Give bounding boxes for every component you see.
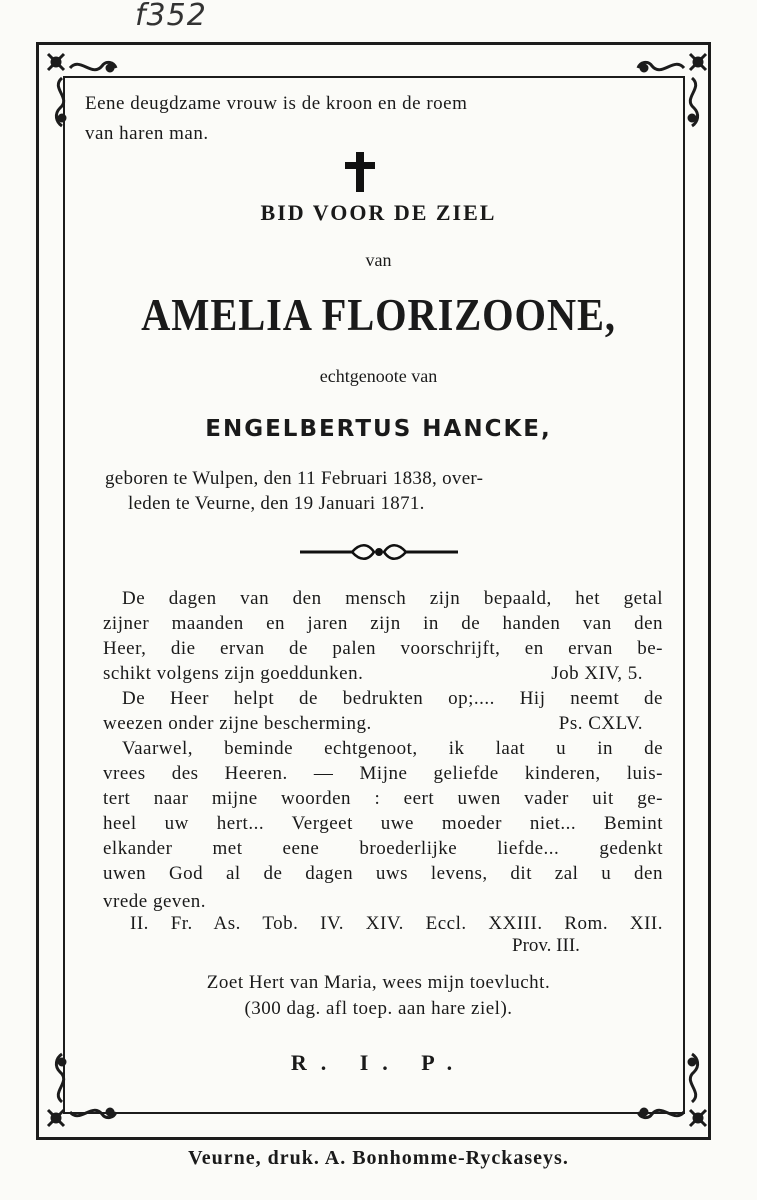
verse-line	[103, 613, 663, 635]
cross-icon	[340, 150, 380, 194]
deceased-name: AMELIA FLORIZOONE,	[141, 289, 616, 340]
heading: BID VOOR DE ZIEL	[260, 200, 497, 225]
verse-text: II. Fr. As. Tob. IV. XIV. Eccl. XXIII. Rom. XII.	[130, 913, 663, 934]
verse-text: vrees des Heeren. — Mijne geliefde kinderen, luis-	[103, 763, 663, 784]
verse-text: Vaarwel, beminde echtgenoot, ik laat u in de	[122, 738, 663, 759]
verse-last-ref: Prov. III.	[512, 935, 580, 956]
verse-line	[130, 913, 663, 935]
epigraph-text: Eene deugdzame vrouw is de kroon en de roem	[85, 93, 468, 114]
verse-line	[103, 788, 663, 810]
verse-reference: Job XIV, 5.	[551, 663, 643, 684]
verse-text: heel uw hert... Vergeet uwe moeder niet... Bemint	[103, 813, 663, 834]
verse-text: uwen God al de dagen uws levens, dit zal u den	[103, 863, 663, 884]
verse-text: De Heer helpt de bedrukten op;.... Hij neemt de	[122, 688, 663, 709]
birth-death-line-1: geboren te Wulpen, den 11 Februari 1838, over-	[105, 468, 484, 489]
birth-death-line-2: leden te Veurne, den 19 Januari 1871.	[128, 493, 425, 514]
verse-line	[103, 863, 663, 885]
verse-text: zijner maanden en jaren zijn in de handen van den	[103, 613, 663, 634]
verse-line	[103, 838, 663, 860]
verse-line	[103, 813, 663, 835]
verse-line	[103, 713, 663, 735]
verse-line	[103, 663, 663, 685]
van-text: van	[365, 250, 392, 270]
epigraph-line-2: van haren man.	[85, 123, 209, 144]
spouse-name: ENGELBERTUS HANCKE,	[205, 416, 552, 442]
verse-text: weezen onder zijne bescherming.	[103, 713, 372, 734]
verse-line	[122, 688, 663, 710]
handwritten-annotation: f352	[135, 0, 207, 33]
prayer-line-1: Zoet Hert van Maria, wees mijn toevlucht.	[206, 972, 551, 993]
verse-line	[103, 638, 663, 660]
verse-text: vrede geven.	[103, 891, 207, 912]
rip-text: R. I. P.	[290, 1050, 467, 1075]
verse-reference: Ps. CXLV.	[558, 713, 643, 734]
verse-text: Heer, die ervan de palen voorschrijft, en ervan be-	[103, 638, 663, 659]
verse-text: elkander met eene broederlijke liefde... gedenkt	[103, 838, 663, 859]
verse-text: schikt volgens zijn goeddunken.	[103, 663, 364, 684]
verse-line	[103, 763, 663, 785]
printer-imprint: Veurne, druk. A. Bonhomme-Ryckaseys.	[188, 1147, 569, 1169]
verse-line	[122, 588, 663, 610]
verse-text: De dagen van den mensch zijn bepaald, het getal	[122, 588, 663, 609]
epigraph-line-1	[85, 93, 665, 115]
divider-ornament-icon	[300, 541, 458, 563]
verse-text: tert naar mijne woorden : eert uwen vader uit ge-	[103, 788, 663, 809]
verse-line	[122, 738, 663, 760]
relation-text: echtgenoote van	[319, 366, 438, 386]
verse-line	[103, 891, 663, 913]
prayer-line-2: (300 dag. afl toep. aan hare ziel).	[244, 998, 513, 1019]
